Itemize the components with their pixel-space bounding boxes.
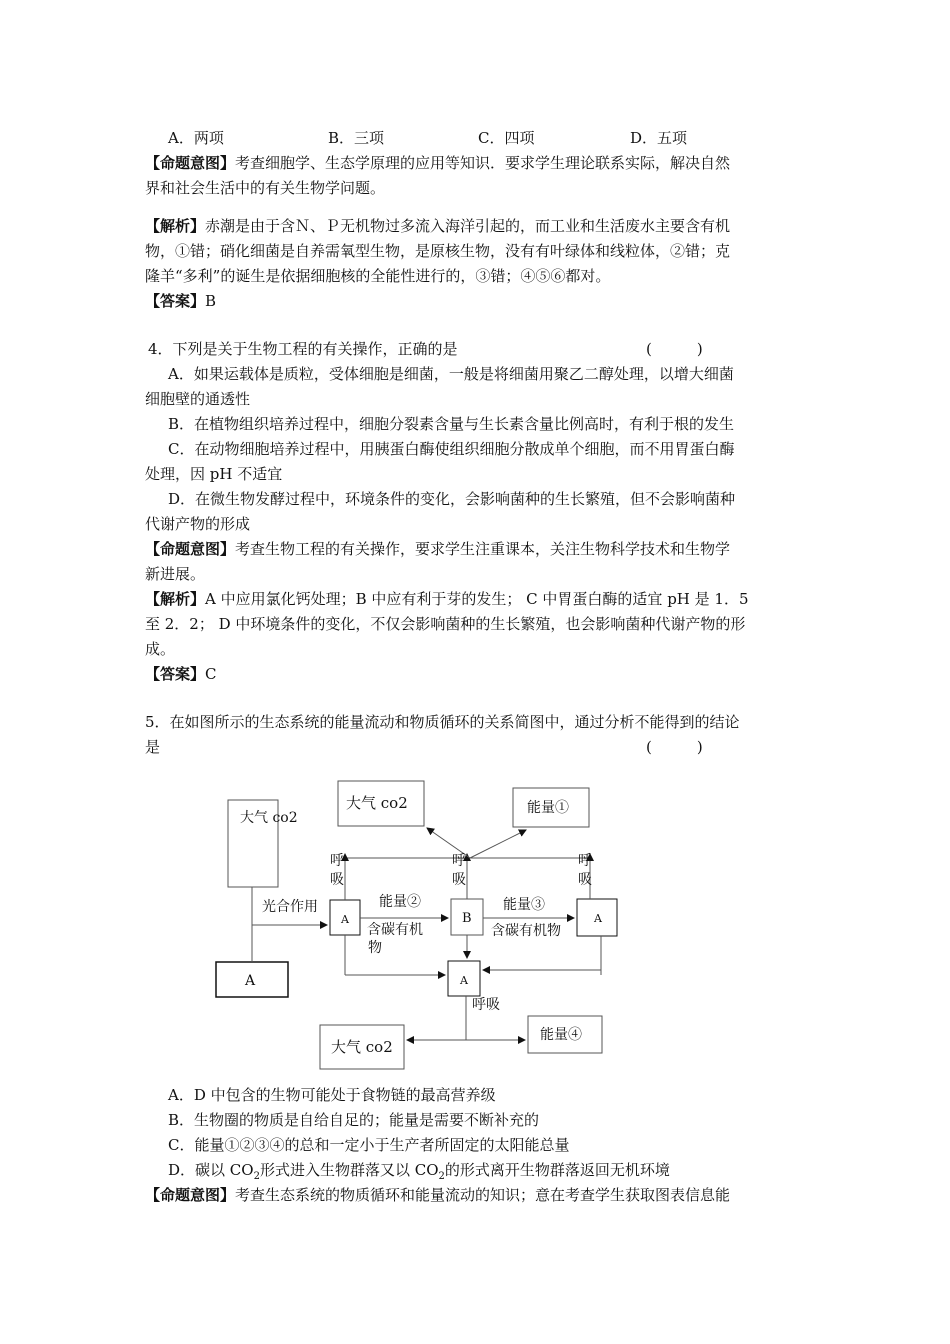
q5-option-b: B．生物圈的物质是自给自足的；能量是需要不断补充的	[168, 1111, 540, 1129]
q3-intent-line-1: 【命题意图】考查细胞学、生态学原理的应用等知识．要求学生理论联系实际，解决自然	[145, 154, 731, 172]
q3-analysis-line-3: 隆羊“多利”的诞生是依据细胞核的全能性进行的，③错；④⑤⑥都对。	[145, 267, 611, 285]
carbon-organic-label-1: 含碳有机	[367, 922, 423, 938]
q4-analysis-label: 【解析】	[145, 590, 206, 608]
resp-mid-2: 吸	[452, 872, 466, 888]
q4-option-d-line-2: 代谢产物的形成	[145, 515, 251, 533]
q5-intent-line-1: 【命题意图】考查生态系统的物质循环和能量流动的知识；意在考查学生获取图表信息能	[145, 1186, 731, 1204]
q4-option-c-line-2: 处理，因 pH 不适宜	[145, 465, 283, 483]
q4-option-d-line-1: D．在微生物发酵过程中，环境条件的变化，会影响菌种的生长繁殖，但不会影响菌种	[168, 490, 736, 508]
q5-option-c: C．能量①②③④的总和一定小于生产者所固定的太阳能总量	[168, 1136, 570, 1154]
box-a-right-label: A	[594, 912, 602, 925]
q4-stem: 4．下列是关于生物工程的有关操作，正确的是	[148, 340, 458, 358]
q4-analysis-line-1: 【解析】A 中应用氯化钙处理；B 中应有利于芽的发生； C 中胃蛋白酶的适宜 pH 是 1．5	[145, 590, 749, 608]
photosynthesis-label: 光合作用	[262, 899, 318, 915]
resp-right-1: 呼	[578, 853, 592, 869]
q5-option-d: D．碳以 $CO_2$形式进入生物群落又以 $CO_2$的形式离开生物群落返回无机环境	[168, 1161, 670, 1182]
q5-option-a: A．D 中包含的生物可能处于食物链的最高营养级	[168, 1086, 496, 1104]
co2-top-label: 大气 co2	[346, 794, 408, 812]
q5-stem-line-2: 是	[145, 738, 161, 756]
q5-stem-line-1: 5．在如图所示的生态系统的能量流动和物质循环的关系简图中，通过分析不能得到的结论	[145, 713, 740, 731]
q3-answer: 【答案】B	[145, 292, 217, 310]
q3-option-a: A．两项	[168, 129, 224, 147]
q3-option-b: B．三项	[328, 129, 385, 147]
q3-analysis-label: 【解析】	[145, 217, 206, 235]
q3-intent-line-2: 界和社会生活中的有关生物学问题。	[145, 179, 386, 197]
q3-option-c: C．四项	[478, 129, 535, 147]
q4-answer-paren: ( )	[646, 340, 703, 358]
q4-intent-line-1: 【命题意图】考查生物工程的有关操作，要求学生注重课本，关注生物科学技术和生物学	[145, 540, 731, 558]
q4-option-a-line-2: 细胞壁的通透性	[145, 390, 251, 408]
q3-analysis-line-2: 物，①错；硝化细菌是自养需氧型生物，是原核生物，没有有叶绿体和线粒体，②错；克	[145, 242, 731, 260]
resp-left-2: 吸	[330, 872, 344, 888]
co2-left-label: 大气 co2	[240, 810, 298, 826]
q3-answer-label: 【答案】	[145, 292, 206, 310]
q4-option-b: B．在植物组织培养过程中，细胞分裂素含量与生长素含量比例高时，有利于根的发生	[168, 415, 735, 433]
box-a-bottom-label: A	[460, 974, 468, 987]
q4-analysis-line-3: 成。	[145, 640, 176, 658]
q4-answer-label: 【答案】	[145, 665, 206, 683]
q4-option-a-line-1: A．如果运载体是质粒，受体细胞是细菌，一般是将细菌用聚乙二醇处理，以增大细菌	[168, 365, 734, 383]
resp-right-2: 吸	[578, 872, 592, 888]
energy2-label: 能量②	[379, 894, 421, 910]
resp-bottom-label: 呼吸	[472, 997, 500, 1013]
q4-option-c-line-1: C．在动物细胞培养过程中，用胰蛋白酶使组织细胞分散成单个细胞，而不用胃蛋白酶	[168, 440, 735, 458]
q5-answer-paren: ( )	[646, 738, 703, 756]
energy3-label: 能量③	[503, 897, 545, 913]
resp-left-1: 呼	[330, 853, 344, 869]
carbon-organic-label-1b: 物	[368, 940, 382, 956]
energy1-label: 能量①	[527, 800, 569, 816]
q4-analysis-line-2: 至 2．2； D 中环境条件的变化，不仅会影响菌种的生长繁殖，也会影响菌种代谢产物的形	[145, 615, 746, 633]
co2-bottom-label: 大气 co2	[331, 1038, 393, 1056]
box-producer-label: A	[245, 973, 256, 989]
q3-option-d: D．五项	[630, 129, 688, 147]
box-a-left-label: A	[341, 913, 349, 926]
q3-intent-label: 【命题意图】	[145, 154, 236, 172]
carbon-organic-label-2: 含碳有机物	[491, 923, 561, 939]
q4-answer: 【答案】C	[145, 665, 217, 683]
q4-intent-line-2: 新进展。	[145, 565, 206, 583]
q5-intent-label: 【命题意图】	[145, 1186, 236, 1204]
q4-intent-label: 【命题意图】	[145, 540, 236, 558]
energy4-label: 能量④	[540, 1027, 582, 1043]
resp-mid-1: 呼	[452, 853, 466, 869]
q3-analysis-line-1: 【解析】赤潮是由于含Ｎ、Ｐ无机物过多流入海洋引起的，而工业和生活废水主要含有机	[145, 217, 731, 235]
box-b-label: B	[462, 911, 472, 926]
